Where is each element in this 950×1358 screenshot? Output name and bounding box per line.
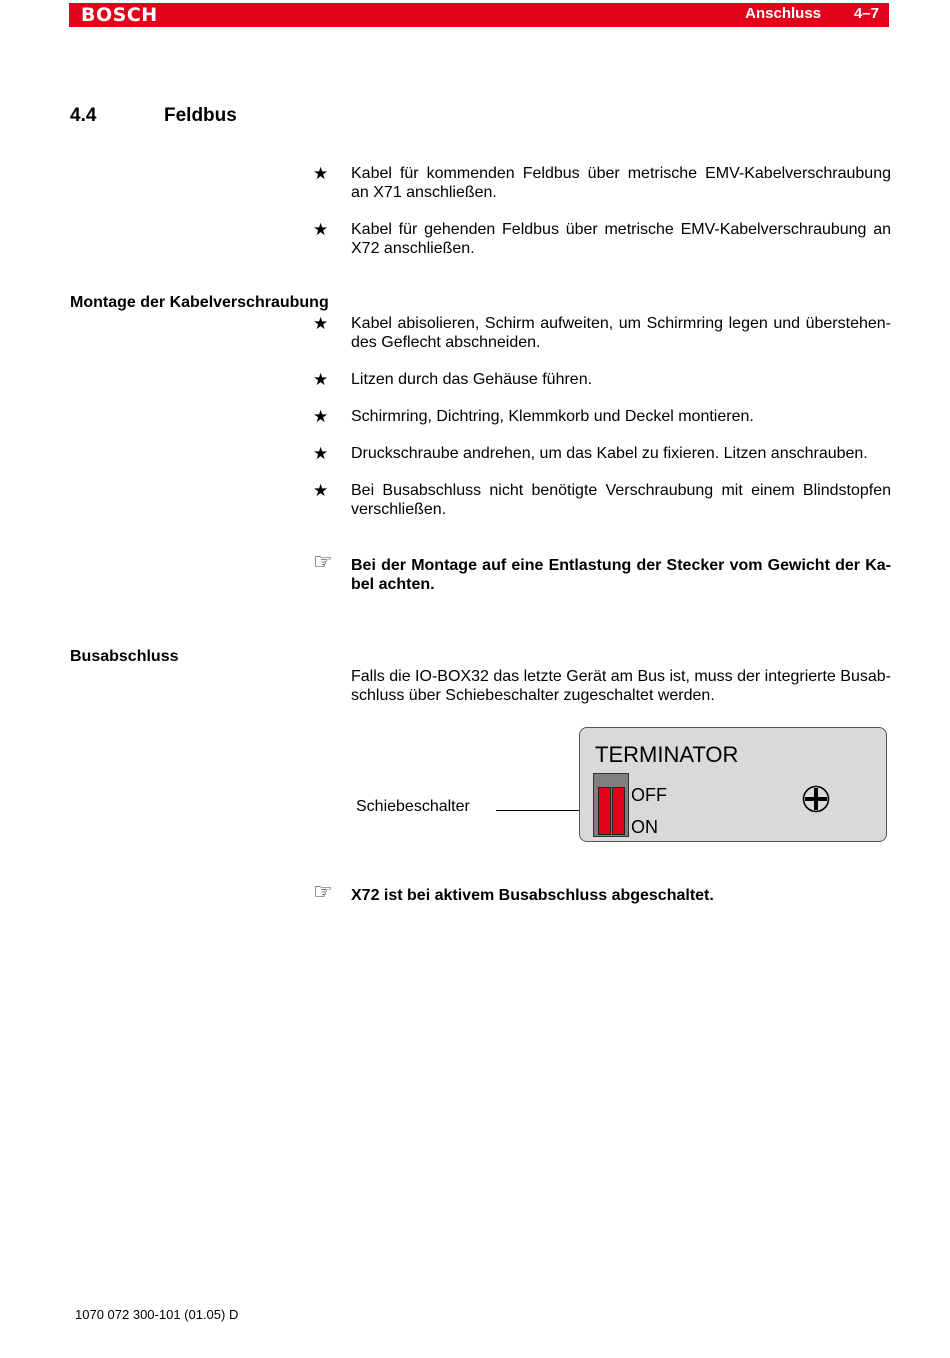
star-icon: ★ — [313, 370, 329, 389]
bullet-text: Kabel für gehenden Feldbus über metrische EMV-Kabelverschraubung an X72 anschließen. — [351, 221, 891, 257]
header-section-name: Anschluss — [745, 5, 821, 22]
list-item — [313, 444, 891, 463]
list-item — [313, 164, 891, 202]
switch-off-label: OFF — [631, 785, 667, 805]
list-item — [313, 370, 891, 389]
note-text: X72 ist bei aktivem Busabschluss abgeschaltet. — [351, 887, 714, 904]
callout-line — [496, 810, 580, 811]
header-page-number: 4–7 — [853, 5, 879, 22]
section-heading — [70, 105, 237, 127]
list-item — [313, 481, 891, 519]
switch-lever — [598, 787, 611, 835]
star-icon: ★ — [313, 314, 329, 333]
star-icon: ★ — [313, 444, 329, 463]
panel-title: TERMINATOR — [595, 742, 739, 767]
slide-switch — [593, 773, 629, 837]
bullet-text: Kabel abisolieren, Schirm aufweiten, um Schirmring legen und überstehen-des Geflecht abschneiden. — [351, 315, 891, 351]
note-text: Bei der Montage auf eine Entlastung der Stecker vom Gewicht der Ka-bel achten. — [351, 557, 891, 593]
list-item — [313, 407, 891, 426]
busabschluss-paragraph: Falls die IO-BOX32 das letzte Gerät am Bus ist, muss der integrierte Busab-schluss über Schiebeschalter zugeschaltet werden. — [351, 668, 891, 704]
document-id: 1070 072 300-101 (01.05) D — [75, 1307, 239, 1322]
montage-label: Montage der Kabelverschraubung — [70, 294, 329, 311]
callout-label: Schiebeschalter — [356, 798, 470, 815]
screw-head-icon — [801, 784, 831, 814]
bullet-text: Bei Busabschluss nicht benötigte Verschraubung mit einem Blindstopfen verschließen. — [351, 482, 891, 518]
bullet-text: Kabel für kommenden Feldbus über metrische EMV-Kabelverschraubung an X71 anschließen. — [351, 165, 891, 201]
page-header — [69, 3, 889, 27]
note — [313, 879, 891, 905]
busabschluss-label: Busabschluss — [70, 648, 179, 665]
section-title: Feldbus — [164, 105, 237, 126]
star-icon: ★ — [313, 407, 329, 426]
pointing-hand-icon: ☞ — [313, 879, 333, 904]
star-icon: ★ — [313, 220, 329, 239]
star-icon: ★ — [313, 481, 329, 500]
list-item — [313, 314, 891, 352]
list-item — [313, 220, 891, 258]
pointing-hand-icon: ☞ — [313, 549, 333, 574]
bullet-text: Litzen durch das Gehäuse führen. — [351, 371, 593, 388]
switch-lever — [612, 787, 625, 835]
bullet-text: Druckschraube andrehen, um das Kabel zu fixieren. Litzen anschrauben. — [351, 445, 868, 462]
brand-logo: BOSCH — [81, 4, 158, 26]
terminator-panel — [579, 727, 887, 842]
section-number: 4.4 — [70, 105, 97, 126]
switch-on-label: ON — [631, 817, 658, 837]
star-icon: ★ — [313, 164, 329, 183]
bullet-text: Schirmring, Dichtring, Klemmkorb und Deckel montieren. — [351, 408, 754, 425]
note — [313, 549, 891, 594]
